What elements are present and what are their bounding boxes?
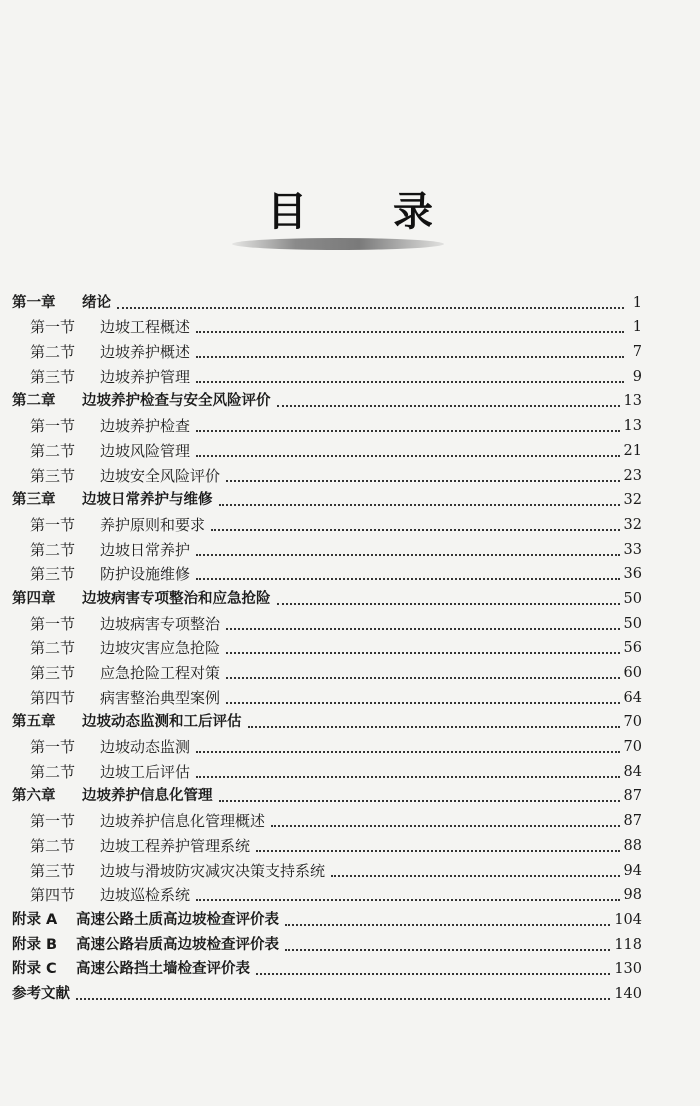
dot-leader xyxy=(196,554,620,556)
toc-entry-title: 边坡养护管理 xyxy=(100,367,191,386)
toc-entry-title: 边坡养护检查 xyxy=(100,417,191,436)
toc-entry-section[interactable] xyxy=(12,634,642,659)
dot-leader xyxy=(196,455,620,457)
toc-entry-label: 第一节 xyxy=(30,417,76,436)
toc-entry-title: 边坡养护信息化管理 xyxy=(82,788,213,805)
toc-entry-label: 第二节 xyxy=(30,441,76,460)
toc-entry-section[interactable] xyxy=(12,313,642,338)
dot-leader xyxy=(196,356,624,358)
toc-entry-label: 第四节 xyxy=(30,688,76,707)
toc-entry-label: 第五章 xyxy=(12,714,56,731)
toc-entry-section[interactable] xyxy=(12,881,642,906)
toc-entry-section[interactable] xyxy=(12,683,642,708)
dot-leader xyxy=(331,875,620,877)
dot-leader xyxy=(196,751,620,753)
toc-entry-chapter[interactable] xyxy=(12,584,642,609)
toc-entry-title: 边坡风险管理 xyxy=(100,441,191,460)
toc-entry-page-number: 56 xyxy=(623,640,642,657)
toc-entry-label: 第二节 xyxy=(30,762,76,781)
dot-leader xyxy=(196,578,620,580)
table-of-contents xyxy=(12,288,642,1004)
toc-entry-title: 边坡动态监测 xyxy=(100,738,191,757)
toc-entry-page-number: 1 xyxy=(632,319,642,336)
toc-entry-title: 边坡与滑坡防灾减灾决策支持系统 xyxy=(100,861,326,880)
toc-entry-page-number: 88 xyxy=(623,837,642,854)
toc-entry-label: 第二章 xyxy=(12,393,56,410)
toc-entry-appendix[interactable] xyxy=(12,955,642,980)
toc-entry-page-number: 140 xyxy=(614,985,642,1002)
toc-entry-title: 边坡工后评估 xyxy=(100,762,191,781)
toc-entry-label: 第二节 xyxy=(30,639,76,658)
toc-entry-label: 第四章 xyxy=(12,590,56,607)
dot-leader xyxy=(196,899,620,901)
toc-entry-title: 边坡巡检系统 xyxy=(100,886,191,905)
toc-entry-page-number: 13 xyxy=(623,418,642,435)
toc-entry-section[interactable] xyxy=(12,609,642,634)
toc-entry-label: 附录 A xyxy=(12,911,58,928)
toc-entry-section[interactable] xyxy=(12,757,642,782)
toc-entry-page-number: 32 xyxy=(623,492,642,509)
dot-leader xyxy=(196,776,620,778)
toc-entry-chapter[interactable] xyxy=(12,979,642,1004)
dot-leader xyxy=(285,949,610,951)
dot-leader xyxy=(226,652,620,654)
toc-entry-label: 第三节 xyxy=(30,367,76,386)
toc-entry-label: 第二节 xyxy=(30,343,76,362)
toc-entry-section[interactable] xyxy=(12,510,642,535)
toc-entry-chapter[interactable] xyxy=(12,782,642,807)
dot-leader xyxy=(285,924,610,926)
toc-entry-page-number: 94 xyxy=(623,862,642,879)
toc-entry-title: 边坡养护信息化管理概述 xyxy=(100,812,266,831)
toc-entry-section[interactable] xyxy=(12,461,642,486)
toc-entry-label: 附录 C xyxy=(12,961,57,978)
toc-entry-label: 第一节 xyxy=(30,812,76,831)
dot-leader xyxy=(226,480,620,482)
toc-entry-label: 附录 B xyxy=(12,936,58,953)
toc-entry-label: 第六章 xyxy=(12,788,56,805)
toc-entry-section[interactable] xyxy=(12,436,642,461)
toc-entry-label: 第三节 xyxy=(30,861,76,880)
dot-leader xyxy=(277,603,620,605)
toc-entry-label: 第一节 xyxy=(30,738,76,757)
dot-leader xyxy=(256,973,610,975)
toc-entry-label: 第三节 xyxy=(30,664,76,682)
toc-entry-title: 养护原则和要求 xyxy=(100,515,206,534)
toc-entry-section[interactable] xyxy=(12,658,642,683)
toc-entry-chapter[interactable] xyxy=(12,288,642,313)
toc-entry-appendix[interactable] xyxy=(12,930,642,955)
toc-entry-section[interactable] xyxy=(12,856,642,881)
toc-entry-title: 边坡养护检查与安全风险评价 xyxy=(82,393,271,410)
title-underline-decoration xyxy=(232,238,444,250)
toc-entry-title: 防护设施维修 xyxy=(100,565,191,584)
toc-entry-page-number: 87 xyxy=(623,813,642,830)
dot-leader xyxy=(248,726,620,728)
toc-entry-title: 边坡日常养护 xyxy=(100,540,191,559)
toc-entry-page-number: 84 xyxy=(623,763,642,780)
toc-entry-page-number: 21 xyxy=(623,442,642,459)
toc-entry-page-number: 9 xyxy=(632,368,642,385)
toc-entry-title: 病害整治典型案例 xyxy=(100,688,221,707)
toc-entry-label: 第四节 xyxy=(30,886,76,905)
dot-leader xyxy=(76,998,610,1000)
toc-entry-section[interactable] xyxy=(12,535,642,560)
toc-entry-section[interactable] xyxy=(12,411,642,436)
toc-entry-page-number: 7 xyxy=(632,344,642,361)
dot-leader xyxy=(196,331,624,333)
toc-entry-page-number: 50 xyxy=(623,590,642,607)
toc-entry-label: 第一节 xyxy=(30,515,76,534)
dot-leader xyxy=(211,529,620,531)
toc-entry-page-number: 118 xyxy=(614,936,642,953)
toc-entry-page-number: 70 xyxy=(623,739,642,756)
toc-entry-page-number: 98 xyxy=(623,887,642,904)
toc-entry-label: 第二节 xyxy=(30,836,76,855)
toc-entry-label: 参考文献 xyxy=(12,985,70,1002)
dot-leader xyxy=(226,677,620,679)
toc-entry-page-number: 130 xyxy=(614,961,642,978)
dot-leader xyxy=(219,504,620,506)
toc-entry-title: 应急抢险工程对策 xyxy=(100,664,221,682)
toc-entry-label: 第二节 xyxy=(30,540,76,559)
toc-entry-title: 边坡日常养护与维修 xyxy=(82,492,213,509)
toc-entry-page-number: 60 xyxy=(623,665,642,681)
toc-entry-page-number: 36 xyxy=(623,566,642,583)
toc-entry-chapter[interactable] xyxy=(12,387,642,412)
toc-entry-section[interactable] xyxy=(12,806,642,831)
toc-entry-page-number: 1 xyxy=(632,294,642,311)
toc-entry-page-number: 70 xyxy=(623,714,642,731)
toc-entry-page-number: 33 xyxy=(623,541,642,558)
toc-entry-title: 绪论 xyxy=(82,294,111,311)
toc-entry-label: 第一章 xyxy=(12,294,56,311)
toc-entry-title: 高速公路土质高边坡检查评价表 xyxy=(76,911,279,928)
toc-entry-label: 第三章 xyxy=(12,492,56,509)
toc-entry-title: 边坡养护概述 xyxy=(100,343,191,362)
toc-entry-label: 第一节 xyxy=(30,614,76,633)
toc-entry-label: 第三节 xyxy=(30,565,76,584)
toc-entry-appendix[interactable] xyxy=(12,905,642,930)
toc-entry-page-number: 104 xyxy=(614,911,642,928)
toc-entry-title: 边坡动态监测和工后评估 xyxy=(82,714,242,731)
toc-entry-page-number: 23 xyxy=(623,467,642,484)
toc-entry-page-number: 32 xyxy=(623,516,642,533)
toc-entry-title: 边坡灾害应急抢险 xyxy=(100,639,221,658)
toc-entry-section[interactable] xyxy=(12,831,642,856)
dot-leader xyxy=(219,800,620,802)
toc-entry-title: 边坡病害专项整治和应急抢险 xyxy=(82,590,271,607)
toc-entry-chapter[interactable] xyxy=(12,486,642,511)
toc-entry-title: 边坡工程概述 xyxy=(100,318,191,337)
dot-leader xyxy=(117,307,624,309)
dot-leader xyxy=(256,850,620,852)
toc-entry-section[interactable] xyxy=(12,732,642,757)
dot-leader xyxy=(226,628,620,630)
toc-entry-title: 高速公路挡土墙检查评价表 xyxy=(76,961,250,978)
toc-entry-section[interactable] xyxy=(12,362,642,387)
dot-leader xyxy=(271,825,620,827)
toc-entry-title: 边坡病害专项整治 xyxy=(100,614,221,633)
toc-entry-section[interactable] xyxy=(12,337,642,362)
dot-leader xyxy=(226,702,620,704)
dot-leader xyxy=(277,405,620,407)
toc-entry-page-number: 64 xyxy=(623,689,642,706)
page-title: 目 录 xyxy=(267,188,469,235)
toc-entry-title: 边坡安全风险评价 xyxy=(100,466,221,485)
toc-entry-label: 第一节 xyxy=(30,318,76,337)
toc-entry-page-number: 13 xyxy=(623,393,642,410)
toc-entry-page-number: 87 xyxy=(623,788,642,805)
toc-entry-page-number: 50 xyxy=(623,615,642,632)
dot-leader xyxy=(196,430,620,432)
toc-entry-section[interactable] xyxy=(12,560,642,585)
toc-entry-title: 高速公路岩质高边坡检查评价表 xyxy=(76,936,279,953)
toc-entry-title: 边坡工程养护管理系统 xyxy=(100,836,251,855)
dot-leader xyxy=(196,381,624,383)
toc-entry-label: 第三节 xyxy=(30,466,76,485)
toc-entry-chapter[interactable] xyxy=(12,708,642,733)
